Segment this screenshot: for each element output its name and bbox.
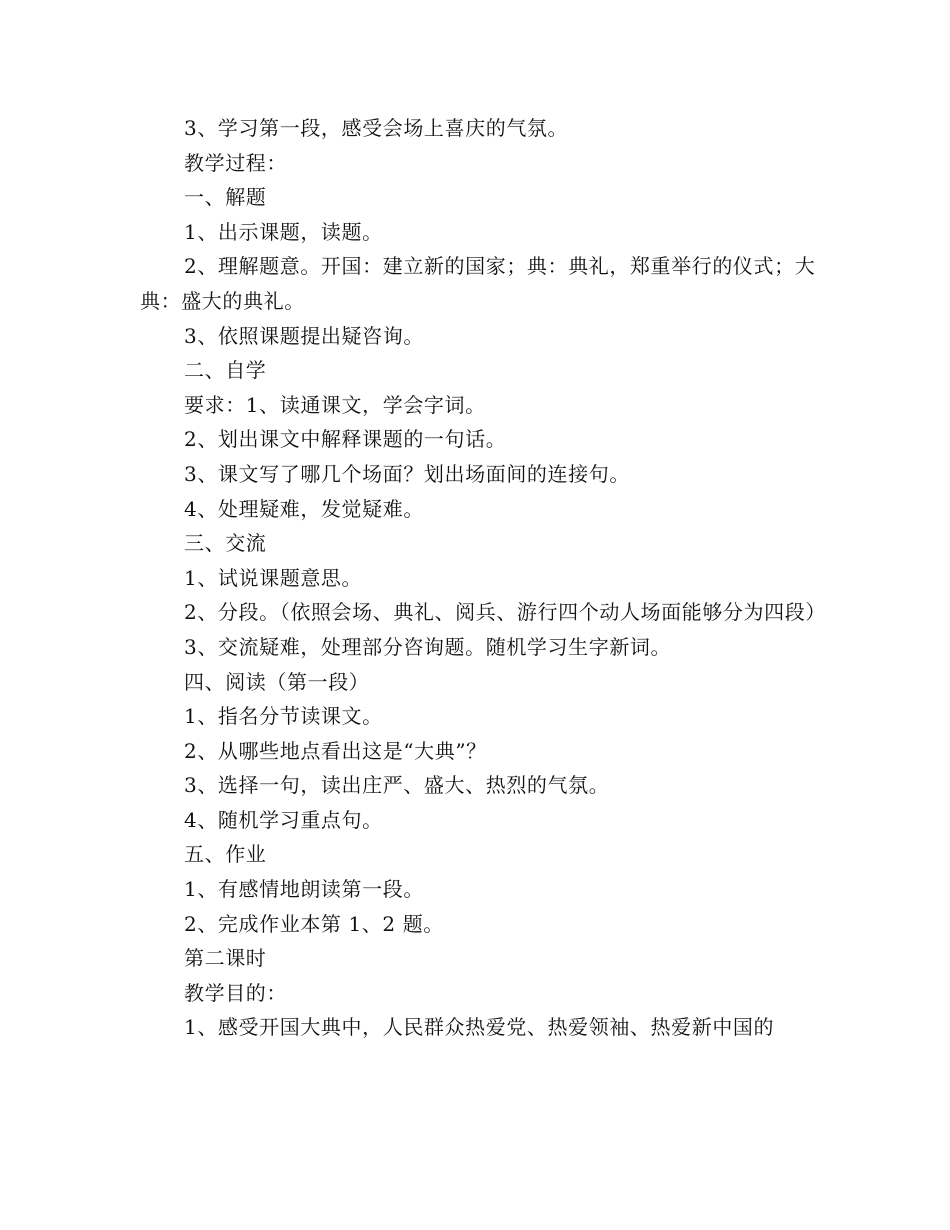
list-item: 要求：1、读通课文，学会字词。 xyxy=(184,392,486,417)
list-item: 2、从哪些地点看出这是“大典”？ xyxy=(184,738,487,763)
list-item: 4、处理疑难，发觉疑难。 xyxy=(184,496,424,521)
list-item: 4、随机学习重点句。 xyxy=(184,807,383,832)
section-heading-1: 一、解题 xyxy=(184,185,267,210)
document-body xyxy=(140,111,826,1045)
section-heading-teaching-objectives: 教学目的： xyxy=(184,980,287,1005)
section-heading-teaching-process: 教学过程： xyxy=(184,150,287,175)
list-item: 2、完成作业本第 1、2 题。 xyxy=(184,911,444,936)
section-heading-2: 二、自学 xyxy=(184,358,267,383)
list-item: 1、有感情地朗读第一段。 xyxy=(184,877,424,902)
list-item: 2、分段。（依照会场、典礼、阅兵、游行四个动人场面能够分为四段） xyxy=(184,600,826,625)
list-item: 3、课文写了哪几个场面？划出场面间的连接句。 xyxy=(184,461,630,486)
list-item: 3、交流疑难，处理部分咨询题。随机学习生字新词。 xyxy=(184,634,672,659)
section-heading-5: 五、作业 xyxy=(184,842,267,867)
section-heading-4: 四、阅读（第一段） xyxy=(184,669,370,694)
list-item: 3、选择一句，读出庄严、盛大、热烈的气氛。 xyxy=(184,773,610,798)
list-item: 2、划出课文中解释课题的一句话。 xyxy=(184,427,507,452)
list-item: 1、指名分节读课文。 xyxy=(184,704,383,729)
objective-item-3: 3、学习第一段，感受会场上喜庆的气氛。 xyxy=(184,116,569,140)
objective-item-1: 1、感受开国大典中，人民群众热爱党、热爱领袖、热爱新中国的 xyxy=(184,1015,775,1040)
section-heading-3: 三、交流 xyxy=(184,531,267,556)
list-item: 1、试说课题意思。 xyxy=(184,565,363,590)
lesson-heading: 第二课时 xyxy=(184,946,267,971)
list-item: 1、出示课题，读题。 xyxy=(184,219,383,244)
list-item: 2、理解题意。开国：建立新的国家；典：典礼，郑重举行的仪式；大典：盛大的典礼。 xyxy=(140,254,816,313)
list-item: 3、依照课题提出疑咨询。 xyxy=(184,323,424,348)
